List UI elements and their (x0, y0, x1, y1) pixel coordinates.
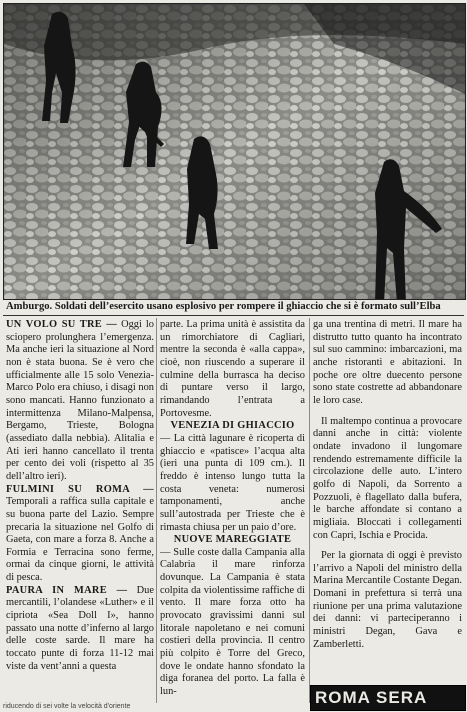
column-divider (309, 318, 310, 703)
column-divider (156, 318, 157, 703)
paragraph: — La città lagunare è ricoperta di ghiaccio e «patisce» l’acqua alta (ieri una punta di 109 cm.). Il freddo è intenso lungo tutta la costa veneta: numerosi tamponamenti, anche sull’autostrada per Trieste che è rimasta chiusa per un paio d’ore. (160, 432, 305, 533)
section-heading: UN VOLO SU TRE — (6, 319, 118, 330)
masthead-stamp: ROMA SERA (310, 685, 466, 711)
paragraph: Per la giornata di oggi è previsto l’arrivo a Napoli del ministro della Marina Mercantile Costante Degan. Domani in prefettura si terrà una riunione per una prima valutazione dei danni: vi parteciperanno i ministri Degan, Gava e Zamberletti. (313, 550, 462, 650)
paragraph: Il maltempo continua a provocare danni anche in città: violente ondate invadono il lungomare rendendo estremamente difficile la circolazione delle auto. L’intero golfo di Napoli, da Sorrento a Pozzuoli, è flagellato dalla bufera, le barche affondate si contano a migliaia. Bloccati i collegamenti con Capri, Ischia e Procida. (313, 415, 462, 541)
paragraph: FULMINI SU ROMA — Temporali a raffica sulla capitale e su buona parte del Lazio. Sempre precaria la situazione nel Golfo di Gaeta, con mare a forza 8. Anche a Formia e Terracina sono ferme, ormai da cinque giorni, le attività di pesca. (6, 483, 154, 584)
section-heading: PAURA IN MARE — (6, 584, 128, 596)
news-photo (3, 3, 466, 300)
soldiers-on-ice-photo (4, 4, 465, 299)
paragraph: — Sulle coste dalla Campania alla Calabria il mare rinforza dovunque. La Campania è stata colpita da violentissime raffiche di vento. Il mare forza otto ha provocato gravissimi danni sul litorale napoletano e nei comuni costieri della provincia. Il centro più colpito è Torre del Greco, dove le ondate hanno sfondato la diga foranea del porto. La falla è lun- (160, 546, 305, 698)
paragraph: parte. La prima unità è assistita da un rimorchiatore di Cagliari, mentre la seconda è «alla cappa», cioè, non riuscendo a superare il culmine della burrasca ha deciso di puntare verso il largo, rimandando l’entrata a Portovesme. (160, 319, 305, 419)
section-heading: FULMINI SU ROMA — (6, 483, 154, 495)
article-column-2 (160, 319, 305, 701)
article-column-1 (6, 319, 154, 699)
section-heading: NUOVE MAREGGIATE (173, 534, 292, 546)
article-column-3 (313, 319, 462, 683)
caption-divider (3, 315, 464, 316)
paragraph: ga una trentina di metri. Il mare ha distrutto tutto quanto ha incontrato sul suo cammino: imbarcazioni, ma anche ristoranti e abitazioni. In poche ore oltre duecento persone sono state costrette ad abbandonare le loro case. (313, 319, 462, 406)
photo-caption: Amburgo. Soldati dell’esercito usano esplosivo per rompere il ghiaccio che si è formato sull’Elba (6, 301, 441, 312)
page-footer-text: riducendo di sei volte la velocità d'oriente (3, 703, 131, 710)
paragraph: PAURA IN MARE — Due mercantili, l’olandese «Luther» e il cipriota «Sea Doll I», hanno passato una notte d’inferno al largo delle coste sarde. Il mare ha toccato punte di forza 11-12 mai viste da vent’anni a questa (6, 584, 154, 672)
section-heading: VENEZIA DI GHIACCIO (170, 420, 295, 432)
paragraph: UN VOLO SU TRE — Oggi lo sciopero prolunghera l’emergenza. Ma anche ieri la situazione al Nord non è stata buona. Se è vero che ufficialmente alle 15 solo Venezia-Marco Polo era chiuso, i disagi non sono mancati. Hanno funzionato a intermittenza Milano-Malpensa, Bergamo, Trieste, Bologna (assediato dalla nebbia). Alitalia e Ati ieri hanno cancellato il trenta per cento dei voli (rispetto al 35 dell’altro ieri). (6, 319, 154, 482)
